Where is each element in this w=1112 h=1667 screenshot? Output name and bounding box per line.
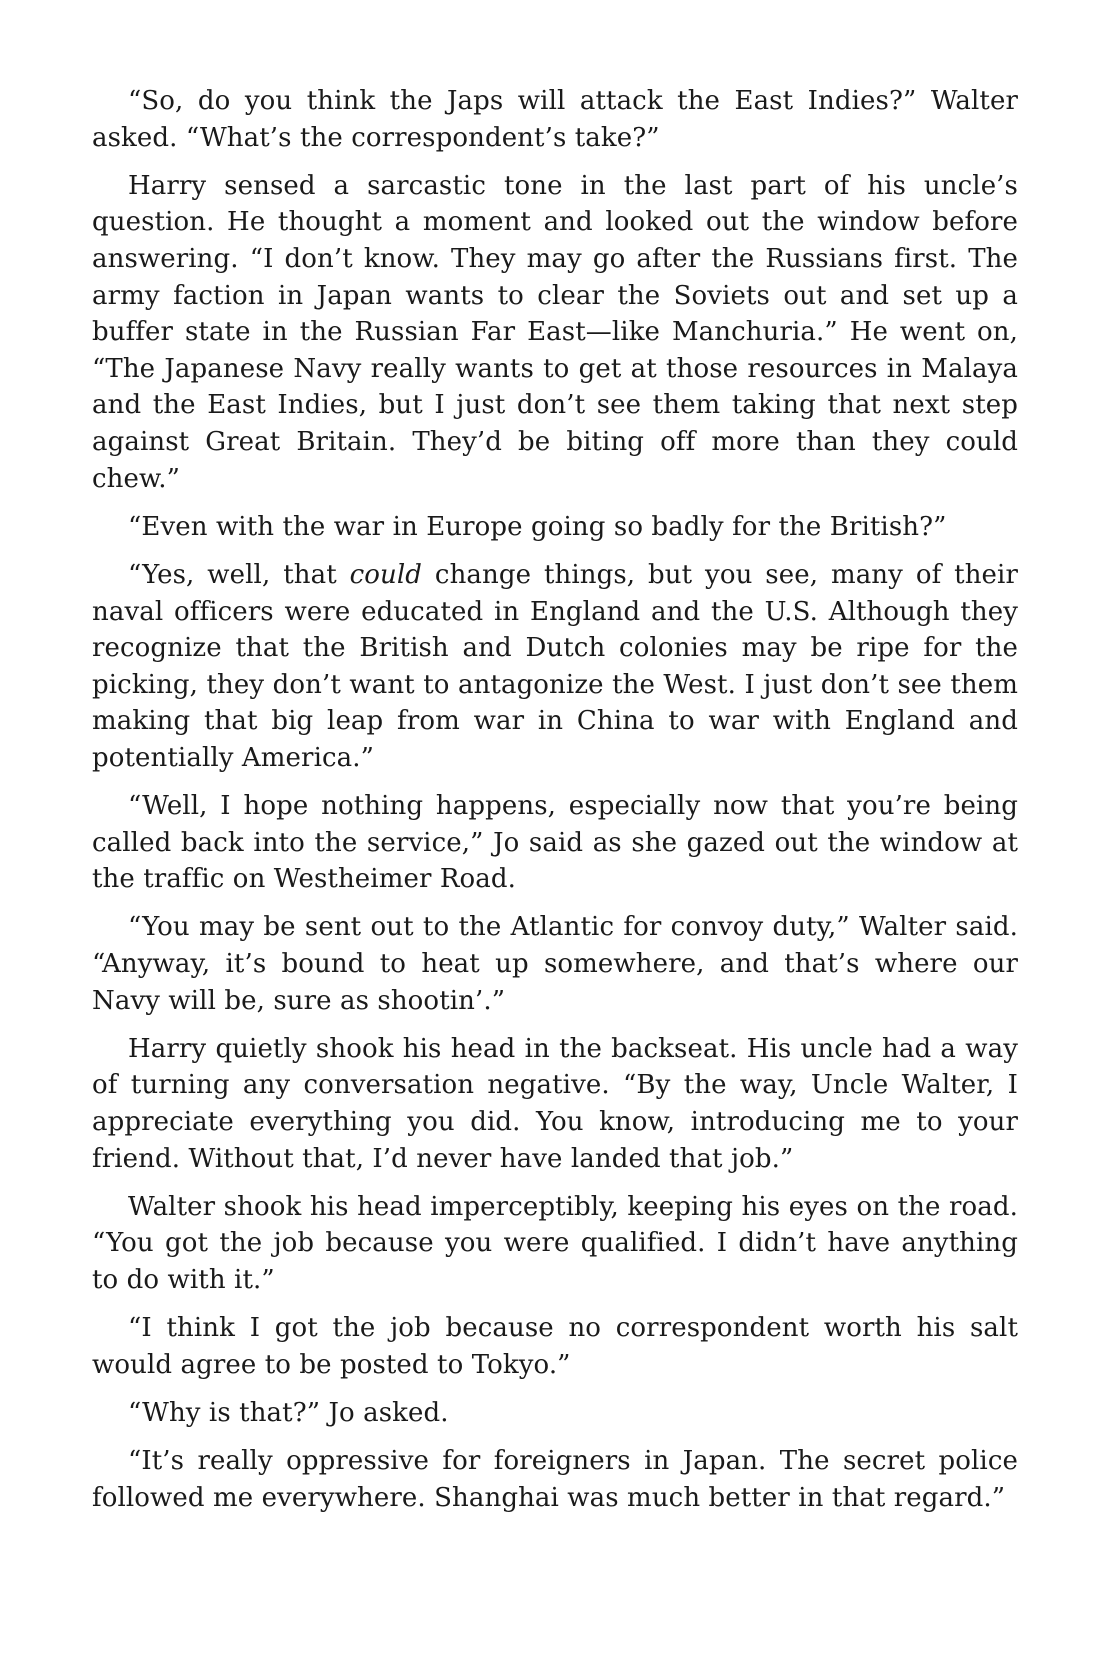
paragraph-9: “I think I got the job because no correspondent worth his salt would agree to be posted to Tokyo.” — [92, 1313, 1018, 1380]
paragraph-8: Walter shook his head imperceptibly, keeping his eyes on the road. “You got the job because you were qualified. I didn’t have anything to do with it.” — [92, 1191, 1018, 1295]
paragraph-10: “Why is that?” Jo asked. — [128, 1397, 449, 1428]
paragraph-6: “You may be sent out to the Atlantic for convoy duty,” Walter said. “Anyway, it’s bound to heat up somewhere, and that’s where our Navy will be, sure as shootin’.” — [92, 912, 1018, 1016]
book-page-text — [92, 83, 1018, 1516]
paragraph-5: “Well, I hope nothing happens, especially now that you’re being called back into the service,” Jo said as she gazed out the window at the traffic on Westheimer Road. — [92, 791, 1018, 895]
paragraph-11: “It’s really oppressive for foreigners in Japan. The secret police followed me everywhere. Shanghai was much better in that regard.” — [92, 1446, 1018, 1513]
paragraph-4-before: “Yes, well, that — [128, 559, 350, 590]
paragraph-4-after: change things, but you see, many of their naval officers were educated in England and the U.S. Although they recognize that the British and Dutch colonies may be ripe for the picking, they don’t want to antagonize the West. I just don’t see them making that big leap from war in China to war with England and potentially America.” — [92, 559, 1018, 773]
paragraph-4-emphasis: could — [349, 559, 423, 590]
paragraph-7: Harry quietly shook his head in the backseat. His uncle had a way of turning any conversation negative. “By the way, Uncle Walter, I appreciate everything you did. You know, introducing me to your friend. Without that, I’d never have landed that job.” — [92, 1033, 1018, 1174]
paragraph-3: “Even with the war in Europe going so badly for the British?” — [128, 511, 947, 542]
paragraph-4 — [92, 557, 1018, 777]
paragraph-1: “So, do you think the Japs will attack the East Indies?” Walter asked. “What’s the correspondent’s take?” — [92, 86, 1018, 153]
paragraph-2: Harry sensed a sarcastic tone in the last part of his uncle’s question. He thought a moment and looked out the window before answering. “I don’t know. They may go after the Russians first. The army faction in Japan wants to clear the Soviets out and set up a buffer state in the Russian Far East—like Manchuria.” He went on, “The Japanese Navy really wants to get at those resources in Malaya and the East Indies, but I just don’t see them taking that next step against Great Britain. They’d be biting off more than they could chew.” — [92, 170, 1018, 494]
